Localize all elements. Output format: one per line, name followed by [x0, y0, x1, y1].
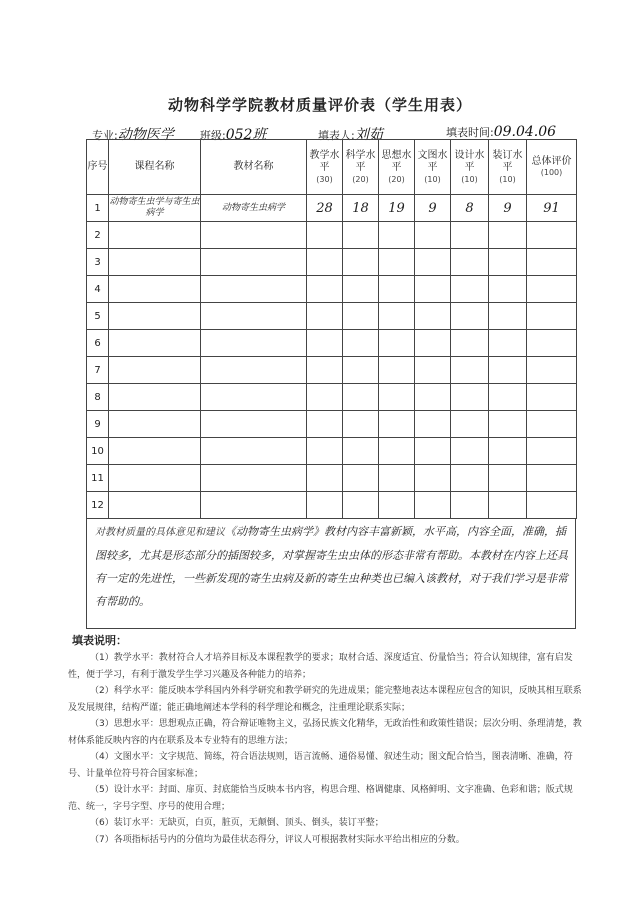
- course-name-cell: 动物寄生虫学与寄生虫病学: [109, 195, 201, 222]
- form-title: 动物科学学院教材质量评价表（学生用表）: [167, 96, 472, 114]
- header-thought-score: (20): [388, 174, 405, 184]
- major-label: 专业:: [92, 129, 118, 142]
- header-no: 序号: [87, 140, 109, 195]
- table-row: [87, 384, 577, 411]
- note-item: （6）装订水平：无缺页，白页，脏页，无颠倒、顶头、倒头，装订平整；: [90, 818, 384, 828]
- date-label: 填表时间:: [446, 126, 494, 139]
- header-science-label: 科学水平: [345, 149, 376, 173]
- comment-box: [86, 518, 576, 629]
- class-label: 班级:: [200, 129, 226, 142]
- table-row: [87, 357, 577, 384]
- row-number: 11: [87, 465, 109, 492]
- table-row: [87, 330, 577, 357]
- header-text-figure: [415, 140, 451, 195]
- note-item: （7）各项指标括号内的分值均为最佳状态得分，评议人可根据教材实际水平给出相应的分数。: [90, 834, 465, 845]
- table-row: [87, 492, 577, 519]
- filler-value: 刘茹: [354, 127, 383, 143]
- note-item: （4）文图水平：文字规范、简练，符合语法规则，语言流畅、通俗易懂、叙述生动；图文配合恰当，图表清晰、准确，符号、计量单位符号符合国家标准；: [68, 752, 573, 779]
- header-design-label: 设计水平: [454, 149, 485, 173]
- header-science-score: (20): [352, 174, 369, 184]
- row-number: 12: [87, 492, 109, 519]
- teaching-score-cell: 28: [307, 195, 343, 222]
- table-row: [87, 411, 577, 438]
- note-item: （5）设计水平：封面、扉页、封底能恰当反映本书内容，构思合理、格调健康、风格鲜明、文字准确、色彩和谐；版式规范、统一，字号字型、序号的使用合理；: [68, 785, 573, 812]
- date-field: [446, 124, 556, 140]
- table-row: [87, 303, 577, 330]
- row-number: 10: [87, 438, 109, 465]
- header-binding-score: (10): [499, 174, 516, 184]
- header-course: 课程名称: [109, 140, 201, 195]
- header-text-figure-label: 文图水平: [417, 149, 448, 173]
- header-science: [343, 140, 379, 195]
- comment-prompt: 对教材质量的具体意见和建议: [95, 527, 225, 538]
- row-number: 7: [87, 357, 109, 384]
- header-text-figure-score: (10): [424, 174, 441, 184]
- row-number: 8: [87, 384, 109, 411]
- overall-score-cell: 91: [527, 195, 577, 222]
- header-binding-label: 装订水平: [492, 149, 523, 173]
- header-overall: [527, 140, 577, 195]
- notes-list: [68, 650, 588, 848]
- row-number: 4: [87, 276, 109, 303]
- table-row: [87, 249, 577, 276]
- evaluation-table: [86, 139, 577, 519]
- science-score-cell: 18: [343, 195, 379, 222]
- comment-text: 《动物寄生虫病学》教材内容丰富新颖，水平高，内容全面，准确，插图较多，尤其是形态部分的插图较多，对掌握寄生虫虫体的形态非常有帮助。本教材在内容上还具有一定的先进性，一些新发现的寄生虫病及新的寄生虫种类也已编入该教材，对于我们学习是非常有帮助的。: [95, 525, 568, 608]
- table-row: [87, 465, 577, 492]
- header-design-score: (10): [461, 174, 478, 184]
- table-row: [87, 222, 577, 249]
- header-thought: [379, 140, 415, 195]
- header-teaching-label: 教学水平: [309, 149, 340, 173]
- notes-title: 填表说明：: [72, 634, 127, 647]
- header-thought-label: 思想水平: [381, 149, 412, 173]
- comment-content: [87, 518, 575, 613]
- header-teaching: [307, 140, 343, 195]
- header-overall-score: (100): [540, 168, 563, 178]
- text-figure-score-cell: 9: [415, 195, 451, 222]
- row-number: 6: [87, 330, 109, 357]
- header-overall-label: 总体评价: [531, 155, 572, 167]
- row-number: 9: [87, 411, 109, 438]
- textbook-name-cell: 动物寄生虫病学: [201, 195, 307, 222]
- row-number: 1: [87, 195, 109, 222]
- table-row: [87, 438, 577, 465]
- binding-score-cell: 9: [489, 195, 527, 222]
- note-item: （2）科学水平：能反映本学科国内外科学研究和教学研究的先进成果；能完整地表达本课程应包含的知识，反映其相互联系及发展规律，结构严谨；能正确地阐述本学科的科学理论和概念，注重理论联系实际；: [68, 686, 582, 713]
- header-teaching-score: (30): [316, 174, 333, 184]
- header-row: [87, 140, 577, 195]
- header-design: [451, 140, 489, 195]
- major-value: 动物医学: [117, 127, 174, 143]
- header-textbook: 教材名称: [201, 140, 307, 195]
- row-number: 3: [87, 249, 109, 276]
- note-item: （3）思想水平：思想观点正确，符合辩证唯物主义，弘扬民族文化精华，无政治性和政策性错误；层次分明、条理清楚，教材体系能反映内容的内在联系及本专业特有的思维方法；: [68, 719, 582, 746]
- note-item: （1）教学水平：教材符合人才培养目标及本课程教学的要求；取材合适、深度适宜、份量恰当；符合认知规律，富有启发性，便于学习，有利于激发学生学习兴趣及各种能力的培养；: [68, 653, 573, 680]
- row-number: 2: [87, 222, 109, 249]
- class-value: 052班: [225, 127, 267, 143]
- row-number: 5: [87, 303, 109, 330]
- header-binding: [489, 140, 527, 195]
- filler-label: 填表人:: [318, 129, 355, 142]
- date-value: 09.04.06: [493, 124, 557, 140]
- table-row: [87, 276, 577, 303]
- thought-score-cell: 19: [379, 195, 415, 222]
- table-row: [87, 195, 577, 222]
- design-score-cell: 8: [451, 195, 489, 222]
